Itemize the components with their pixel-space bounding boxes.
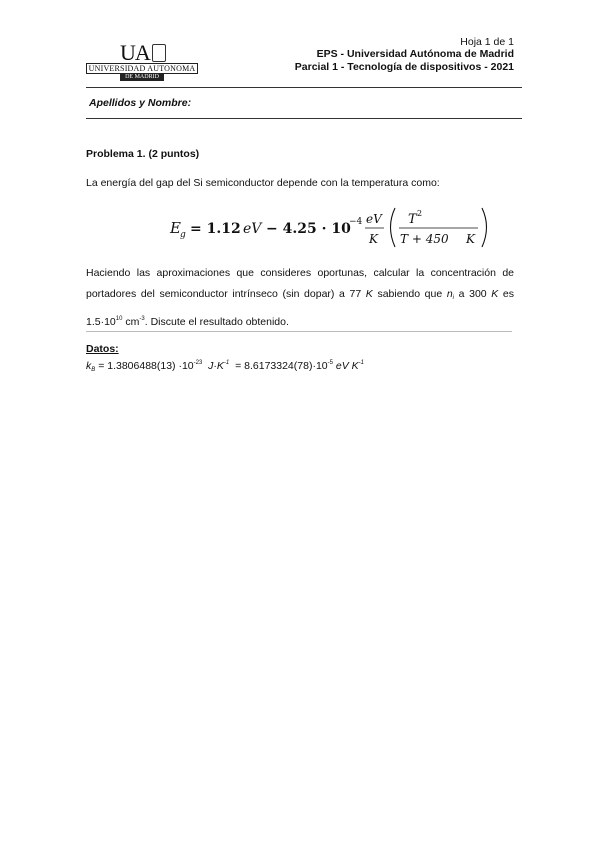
- logo-city: DE MADRID: [120, 74, 164, 81]
- kb-exp1: -23: [193, 360, 203, 366]
- kb-exp2: -5: [327, 360, 333, 366]
- formula-frac-den: K: [369, 232, 378, 246]
- name-rule: [86, 118, 522, 119]
- exp-10: 10: [115, 316, 123, 322]
- boltzmann-constant: [86, 360, 364, 373]
- formula-exp: −4: [349, 217, 363, 227]
- statement-part5: cm: [125, 316, 140, 328]
- statement-part1: Haciendo las aproximaciones que consideres oportunas, calcular la concentración de portadores del semiconductor intrínseco (sin dopar) a 77: [86, 267, 514, 300]
- formula-paren-num-exp: 2: [417, 209, 423, 218]
- kb-value2: = 8.6173324(78)·10: [235, 360, 328, 372]
- statement-part6: . Discute el resultado obtenido.: [144, 316, 289, 328]
- formula-unit1: eV: [243, 221, 262, 237]
- formula-paren-den-unit: K: [466, 232, 475, 246]
- datos-title: Datos:: [86, 343, 119, 355]
- exam-title: Parcial 1 - Tecnología de dispositivos - 2021: [294, 61, 514, 73]
- name-label: Apellidos y Nombre:: [89, 97, 192, 109]
- logo-university: UNIVERSIDAD AUTONOMA: [86, 63, 198, 74]
- unit-k2: K: [491, 288, 499, 300]
- kb-unit1b: ·K: [213, 360, 224, 372]
- kb-unit2: eV K: [335, 360, 359, 372]
- header-rule: [86, 87, 522, 88]
- ni-subscript: i: [452, 295, 455, 301]
- school-name: EPS - Universidad Autónoma de Madrid: [316, 48, 514, 60]
- statement-part3: a 300: [458, 288, 487, 300]
- formula-term2: − 4.25 · 10: [266, 221, 351, 237]
- uam-logo: [86, 42, 198, 80]
- logo-seal-icon: [152, 44, 166, 62]
- unit-k1: K: [365, 288, 373, 300]
- kb-unit1-exp: -1: [223, 360, 230, 366]
- left-paren: [391, 208, 396, 247]
- statement-part2: sabiendo que: [377, 288, 443, 300]
- problem-intro: La energía del gap del Si semiconductor depende con la temperatura como:: [86, 177, 440, 189]
- problem-title: Problema 1. (2 puntos): [86, 148, 200, 160]
- kb-unit1a: J: [208, 360, 214, 372]
- section-divider: [86, 331, 512, 332]
- page-label: Hoja 1 de 1: [460, 36, 514, 48]
- logo-letters: UA: [120, 40, 150, 65]
- right-paren: [482, 208, 487, 247]
- kb-subscript: B: [91, 367, 96, 373]
- statement-part4: es 1.5·10: [86, 288, 514, 328]
- bandgap-formula: [0, 204, 599, 250]
- kb-symbol: k: [86, 360, 92, 372]
- formula-paren-den: T + 450: [400, 232, 449, 246]
- formula-paren-num: T: [408, 212, 417, 227]
- exp-minus3: -3: [139, 316, 145, 322]
- formula-lhs-sub: g: [180, 230, 186, 240]
- ni-symbol: n: [446, 288, 453, 300]
- formula-frac-num: eV: [366, 212, 382, 226]
- formula-term1: = 1.12: [190, 221, 241, 237]
- kb-unit2-exp: -1: [358, 360, 364, 366]
- kb-value1: = 1.3806488(13) ·10: [98, 360, 194, 372]
- problem-statement: [86, 263, 514, 333]
- formula-lhs: E: [170, 219, 181, 237]
